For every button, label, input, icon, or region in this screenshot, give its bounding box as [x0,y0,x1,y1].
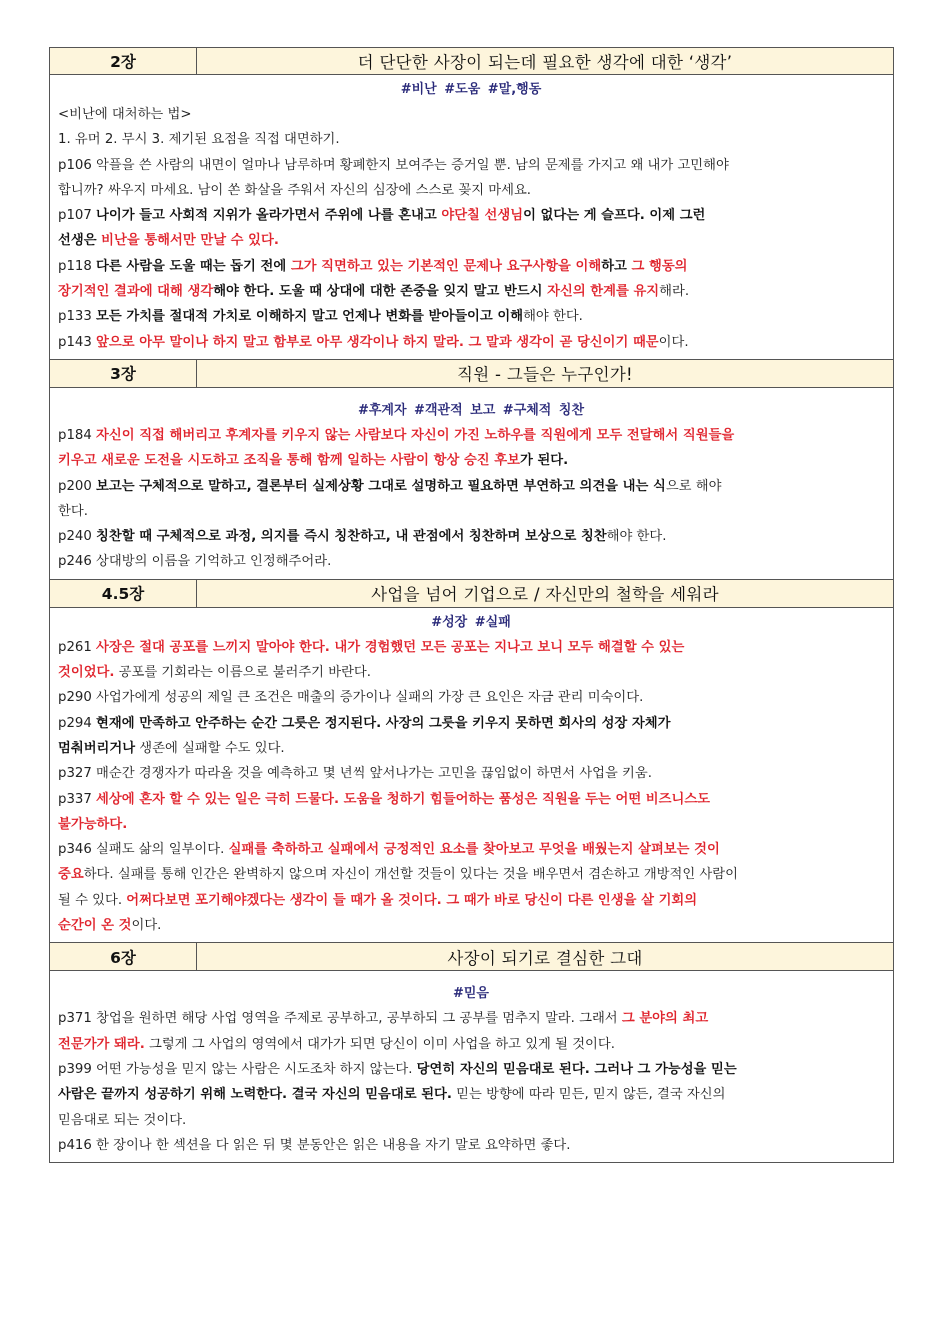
highlighted-text: 순간이 온 것 [58,918,132,934]
note-text: p416 한 장이나 한 섹션을 다 읽은 뒤 몇 분동안은 읽은 내용을 자기 말로 요약하면 좋다. [58,1137,571,1153]
note-line [58,862,884,887]
note-line [58,153,884,178]
note-text: p184 [58,427,97,443]
chapter-notes [49,971,894,1163]
chapter-header [49,360,894,388]
bold-text: 하고 [601,258,632,274]
bold-text: 나이가 들고 사회적 지위가 올라가면서 주위에 나를 혼내고 [96,208,442,224]
highlighted-text: 자신의 한계를 유지 [547,284,660,300]
bold-text: 모든 가치를 절대적 가치로 이해하지 말고 언제나 변화를 받아들이고 이해 [96,309,524,325]
note-text: p371 창업을 원하면 해당 사업 영역을 주제로 공부하고, 공부하되 그 공부를 멈추지 말라. 그래서 [58,1011,622,1027]
bold-text: 이 없다는 게 슬프다. 이제 그런 [523,208,706,224]
note-text: 믿는 방향에 따라 믿든, 믿지 않든, 결국 자신의 [451,1087,726,1103]
note-line [58,203,884,228]
bold-text: 다른 사람을 도울 때는 돕기 전에 [96,258,291,274]
highlighted-text: 그 행동의 [631,258,688,274]
highlighted-text: 그 분야의 최고 [621,1011,709,1027]
note-text: p294 [58,715,97,731]
note-line [58,304,884,329]
note-text: p200 [58,478,97,494]
note-line [58,127,884,152]
note-text: 그렇게 그 사업의 영역에서 대가가 되면 당신이 이미 사업을 하고 있게 될 것이다. [144,1036,615,1052]
highlighted-text: 자신이 직접 해버리고 후계자를 키우지 않는 사람보다 자신이 가진 노하우를 직원에게 모두 전달해서 직원들을 [96,427,735,443]
note-text: p106 악플을 쓴 사람의 내면이 얼마나 남루하며 황폐한지 보여주는 증거일 뿐. 남의 문제를 가지고 왜 내가 고민해야 [58,157,729,173]
chapter-number: 6장 [50,943,197,970]
note-lines [58,423,884,575]
chapter-title: 더 단단한 사장이 되는데 필요한 생각에 대한 ‘생각’ [357,53,733,72]
note-line [58,837,884,862]
note-line [58,913,884,938]
note-text: p118 [58,258,97,274]
chapter-number: 2장 [50,48,197,74]
note-text: 한다. [58,503,88,519]
note-text: <비난에 대처하는 법> [58,107,192,122]
note-line [58,1133,884,1158]
study-notes-table [49,47,894,1163]
note-line [58,1006,884,1031]
note-line [58,736,884,761]
chapter-notes [49,608,894,944]
note-line [58,635,884,660]
note-line [58,448,884,473]
note-line [58,499,884,524]
highlighted-text: 비난을 통해서만 만날 수 있다. [101,233,279,249]
chapter-number: 4.5장 [50,580,197,607]
highlighted-text: 그가 직면하고 있는 기본적인 문제나 요구사항을 이해 [290,258,602,274]
highlighted-text: 전문가가 돼라. [58,1036,145,1052]
bold-text: 가 된다. [519,453,569,469]
hashtags: #성장 #실패 [431,614,511,630]
chapter-title: 사장이 되기로 결심한 그대 [447,948,643,968]
note-text: p133 [58,309,97,325]
note-line [58,761,884,786]
note-line [58,423,884,448]
highlighted-text: 사장은 절대 공포를 느끼지 말아야 한다. 내가 경험했던 모든 공포는 지나고 보니 모두 해결할 수 있는 [96,639,685,655]
note-line [58,102,884,127]
note-text: 하다. 실패를 통해 인간은 완벽하지 않으며 자신이 개선할 것들이 있다는 것을 배우면서 겸손하고 개방적인 사람이 [83,867,738,883]
bold-text: 멈춰버리거나 [58,740,136,756]
note-line [58,524,884,549]
bold-text: 현재에 만족하고 안주하는 순간 그릇은 정지된다. 사장의 그릇을 키우지 못하면 회사의 성장 자체가 [96,715,671,731]
note-lines [58,102,884,355]
note-text: 이다. [658,334,689,350]
highlighted-text: 키우고 새로운 도전을 시도하고 조직을 통해 함께 일하는 사람이 항상 승진 후보 [58,453,520,469]
highlighted-text: 세상에 혼자 할 수 있는 일은 극히 드물다. 도움을 청하기 힘들어하는 품성은 직원을 두는 어떤 비즈니스도 [96,791,711,807]
note-text: 해야 한다. [523,309,583,325]
note-line [58,787,884,812]
chapter-title: 사업을 넘어 기업으로 / 자신만의 철학을 세워라 [371,585,719,605]
note-line [58,685,884,710]
highlighted-text: 앞으로 아무 말이나 하지 말고 함부로 아무 생각이나 하지 말라. 그 말과 생각이 곧 당신이기 때문 [96,334,659,350]
chapter-title: 직원 - 그들은 누구인가! [457,365,633,385]
note-line [58,812,884,837]
note-line [58,279,884,304]
note-text: 믿음대로 되는 것이다. [58,1112,187,1128]
note-text: 1. 유머 2. 무시 3. 제기된 요점을 직접 대면하기. [58,132,340,148]
chapter-number: 3장 [50,360,197,387]
note-line [58,228,884,253]
bold-text: 선생은 [58,233,102,249]
bold-text: 사람은 끝까지 성공하기 위해 노력한다. 결국 자신의 믿음대로 된다. [58,1087,452,1103]
note-line [58,254,884,279]
note-line [58,330,884,355]
note-text: 해야 한다. [606,529,667,545]
note-text: 합니까? 싸우지 마세요. 남이 쏜 화살을 주워서 자신의 심장에 스스로 꽂지 마세요. [58,182,532,198]
chapter-header [49,47,894,75]
note-text: p246 상대방의 이름을 기억하고 인정해주어라. [58,554,332,570]
note-line [58,660,884,685]
note-text: p346 실패도 삶의 일부이다. [58,842,229,858]
highlighted-text: 불가능하다. [58,816,128,832]
note-line [58,1082,884,1107]
hashtags: #비난 #도움 #말,행동 [400,82,542,97]
highlighted-text: 중요 [58,867,84,883]
note-line [58,711,884,736]
bold-text: 해야 한다. 도울 때 상대에 대한 존중을 잊지 말고 반드시 [213,284,548,300]
note-line [58,474,884,499]
note-text: p143 [58,334,97,350]
note-text: 이다. [131,918,162,934]
highlighted-text: 실패를 축하하고 실패에서 긍정적인 요소를 찾아보고 무엇을 배웠는지 살펴보는 것이 [228,842,720,858]
note-lines [58,635,884,939]
highlighted-text: 야단칠 선생님 [441,208,524,224]
hashtags: #믿음 [452,986,489,1002]
highlighted-text: 것이었다. [58,665,115,681]
bold-text: 칭찬할 때 구체적으로 과정, 의지를 즉시 칭찬하고, 내 관점에서 칭찬하며 보상으로 칭찬 [96,529,607,545]
note-text: p337 [58,791,97,807]
note-text: p327 매순간 경쟁자가 따라올 것을 예측하고 몇 년씩 앞서나가는 고민을 끊임없이 하면서 사업을 키움. [58,766,652,782]
note-line [58,549,884,574]
note-text: 으로 해야 [665,478,722,494]
chapter-notes [49,388,894,580]
bold-text: 보고는 구체적으로 말하고, 결론부터 실제상황 그대로 설명하고 필요하면 부연하고 의견을 내는 식 [96,478,666,494]
highlighted-text: 어쩌다보면 포기해야겠다는 생각이 들 때가 올 것이다. 그 때가 바로 당신이 다른 인생을 살 기회의 [126,892,698,908]
note-text: 생존에 실패할 수도 있다. [135,740,285,756]
note-line [58,1032,884,1057]
note-line [58,1108,884,1133]
chapter-header [49,580,894,608]
note-text: p240 [58,529,97,545]
hashtags: #후계자 #객관적 보고 #구체적 칭찬 [357,402,585,418]
note-line [58,178,884,203]
chapter-header [49,943,894,971]
note-line [58,888,884,913]
note-lines [58,1006,884,1158]
note-text: p399 어떤 가능성을 믿지 않는 사람은 시도조차 하지 않는다. [58,1061,417,1077]
bold-text: 당연히 자신의 믿음대로 된다. 그러나 그 가능성을 믿는 [416,1061,737,1077]
note-text: p107 [58,208,97,224]
note-text: 공포를 기회라는 이름으로 불러주기 바란다. [114,665,372,681]
highlighted-text: 장기적인 결과에 대해 생각 [58,284,214,300]
note-text: p290 사업가에게 성공의 제일 큰 조건은 매출의 증가이나 실패의 가장 큰 요인은 자금 관리 미숙이다. [58,690,644,706]
note-text: 해라. [659,284,690,300]
note-text: 될 수 있다. [58,892,127,908]
note-line [58,1057,884,1082]
note-text: p261 [58,639,97,655]
chapter-notes [49,75,894,360]
